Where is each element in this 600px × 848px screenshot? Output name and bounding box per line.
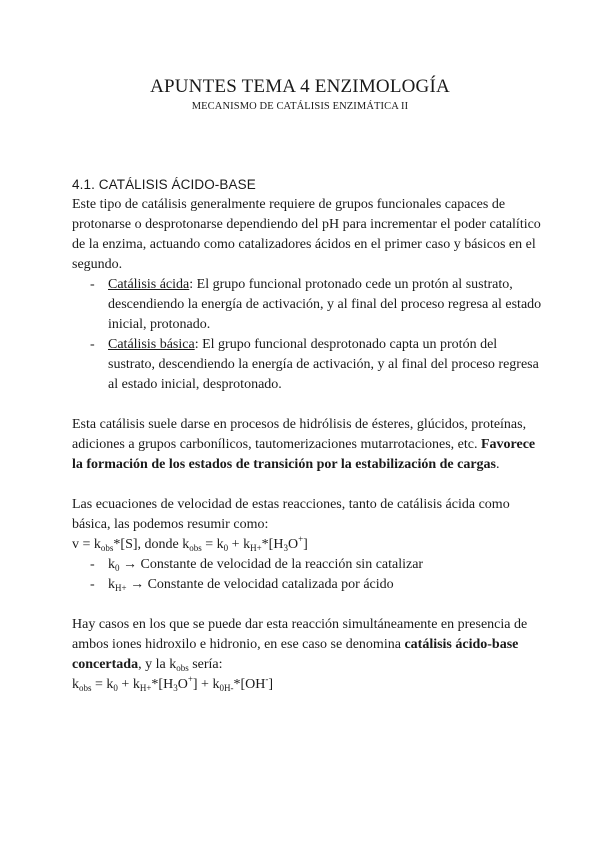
constant-description: → Constante de velocidad catalizada por ácido	[126, 577, 394, 592]
eq-part: O	[287, 537, 299, 552]
acid-catalysis-term: Catálisis ácida	[108, 277, 190, 292]
processes-bold-text: Favorece la formación de los estados de transición por la estabilización de cargas	[72, 437, 536, 472]
constant-sub: 0	[115, 563, 120, 573]
acid-catalysis-text: : El grupo funcional protonado cede un protón al sustrato, descendiendo la energía de activación, y al final del proceso regresa al estado inicial, protonado.	[108, 277, 542, 332]
section-heading: 4.1. CATÁLISIS ÁCIDO-BASE	[72, 177, 256, 192]
eq-sub: obs	[79, 683, 92, 693]
eq-sub: obs	[100, 543, 114, 553]
eq-part: *[S], donde k	[113, 537, 190, 552]
concerted-bold-text: catálisis ácido-base concertada	[72, 637, 519, 672]
list-dash: -	[90, 577, 95, 592]
concerted-tail: sería:	[188, 657, 223, 672]
eq-part: + k	[228, 537, 251, 552]
processes-paragraph	[72, 415, 542, 475]
document-body	[72, 175, 542, 695]
spacer	[72, 475, 542, 495]
page-title: APUNTES TEMA 4 ENZIMOLOGÍA	[150, 76, 450, 97]
constant-description: → Constante de velocidad de la reacción sin catalizar	[119, 557, 424, 572]
eq-sub: 0H-	[219, 683, 234, 693]
concerted-text: Hay casos en los que se puede dar esta reacción simultáneamente en presencia de ambos iones hidroxilo e hidronio, en ese caso se denomina	[72, 617, 528, 652]
list-item-acid-catalysis	[72, 275, 542, 335]
eq-part: ]	[268, 677, 274, 692]
eq-part: *[H	[261, 537, 284, 552]
rate-equations-paragraph: Las ecuaciones de velocidad de estas reacciones, tanto de catálisis ácida como básica, las podemos resumir como:	[72, 497, 510, 532]
base-catalysis-text: : El grupo funcional desprotonado capta un protón del sustrato, descendiendo la energía de activación, y al final del proceso regresa al estado inicial, desprotonado.	[108, 337, 539, 392]
concerted-end: , y la k	[138, 657, 177, 672]
eq-sub: obs	[189, 543, 202, 553]
constant-sub: H+	[115, 583, 127, 593]
intro-paragraph: Este tipo de catálisis generalmente requiere de grupos funcionales capaces de protonarse o desprotonarse dependiendo del pH para incrementar el poder catalítico de la enzima, actuando como catalizadores ácidos en el primer caso y básicos en el segundo.	[72, 197, 541, 272]
base-catalysis-term: Catálisis básica	[108, 337, 195, 352]
concerted-sub: obs	[176, 663, 189, 673]
eq-part: k	[72, 677, 79, 692]
eq-sub: 3	[173, 683, 178, 693]
page-subtitle: MECANISMO DE CATÁLISIS ENZIMÁTICA II	[191, 101, 409, 112]
eq-sub: H+	[139, 683, 152, 693]
eq-sub: 0	[223, 543, 229, 553]
processes-end: .	[496, 457, 500, 472]
eq-part: = k	[201, 537, 224, 552]
eq-sup: +	[187, 674, 193, 684]
constants-list	[72, 555, 542, 595]
concerted-paragraph	[72, 615, 542, 675]
eq-part: + k	[117, 677, 140, 692]
eq-sup: -	[265, 674, 269, 684]
eq-sup: +	[298, 534, 304, 544]
spacer	[72, 595, 542, 615]
eq-sub: 0	[113, 683, 118, 693]
constant-symbol: k	[108, 577, 115, 592]
list-item-k0	[72, 555, 542, 575]
list-item-kh	[72, 575, 542, 595]
list-dash: -	[90, 277, 95, 292]
constant-symbol: k	[108, 557, 115, 572]
list-dash: -	[90, 337, 95, 352]
eq-part: v = k	[72, 537, 101, 552]
rate-equation	[72, 535, 542, 555]
eq-part: *[OH	[233, 677, 266, 692]
eq-part: ]	[303, 537, 308, 552]
eq-sub: H+	[250, 543, 262, 553]
catalysis-types-list	[72, 275, 542, 395]
eq-sub: 3	[283, 543, 288, 553]
list-dash: -	[90, 557, 95, 572]
list-item-base-catalysis	[72, 335, 542, 395]
concerted-equation	[72, 675, 542, 695]
spacer	[72, 395, 542, 415]
eq-part: O	[177, 677, 188, 692]
eq-part: = k	[91, 677, 114, 692]
eq-part: ] + k	[192, 677, 220, 692]
processes-text: Esta catálisis suele darse en procesos de hidrólisis de ésteres, glúcidos, proteínas, adiciones a grupos carbonílicos, tautomerizaciones mutarrotaciones, etc.	[72, 417, 527, 452]
eq-part: *[H	[151, 677, 174, 692]
